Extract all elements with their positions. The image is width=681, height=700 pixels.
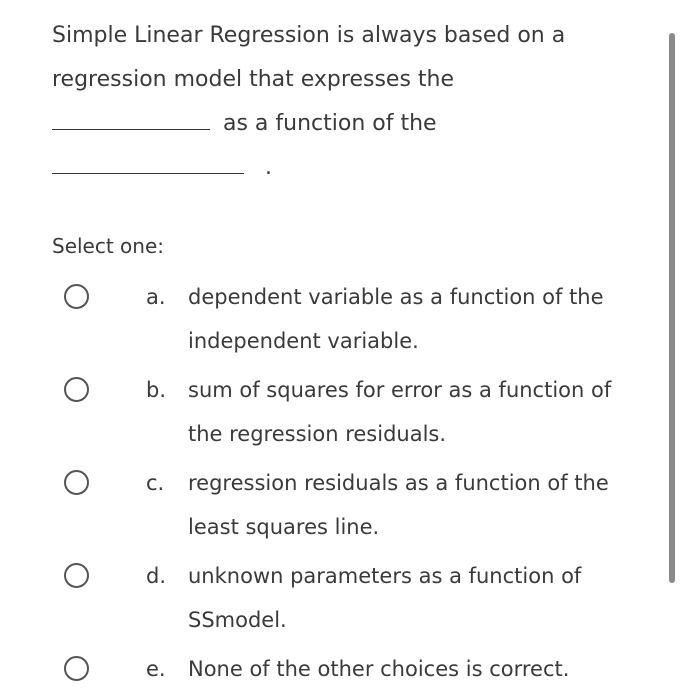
option-text[interactable]: dependent variable as a function of the independent variable. bbox=[188, 285, 604, 353]
option-a[interactable] bbox=[0, 273, 640, 366]
answer-blank-2 bbox=[52, 172, 244, 174]
option-d[interactable] bbox=[0, 552, 640, 645]
select-one-prompt: Select one: bbox=[52, 234, 165, 258]
option-text[interactable]: regression residuals as a function of the least squares line. bbox=[188, 471, 609, 539]
option-c[interactable] bbox=[0, 459, 640, 552]
question-line-3 bbox=[52, 102, 637, 146]
radio-button-icon[interactable] bbox=[64, 284, 89, 309]
question-period: . bbox=[265, 155, 272, 180]
question-line-1: Simple Linear Regression is always based on a bbox=[52, 23, 566, 48]
question-line-2: regression model that expresses the bbox=[52, 67, 455, 92]
question-line-4 bbox=[52, 146, 637, 190]
question-line-3-text: as a function of the bbox=[223, 111, 437, 136]
option-text[interactable]: None of the other choices is correct. bbox=[188, 657, 570, 681]
option-text[interactable]: sum of squares for error as a function of the regression residuals. bbox=[188, 378, 612, 446]
answer-blank-1 bbox=[52, 128, 210, 130]
option-letter: c. bbox=[146, 471, 165, 495]
option-letter: b. bbox=[146, 378, 167, 402]
option-b[interactable] bbox=[0, 366, 640, 459]
option-letter: a. bbox=[146, 285, 166, 309]
radio-button-icon[interactable] bbox=[64, 656, 89, 681]
radio-button-icon[interactable] bbox=[64, 563, 89, 588]
scrollbar[interactable] bbox=[669, 33, 675, 583]
option-letter: e. bbox=[146, 657, 166, 681]
answer-options bbox=[0, 273, 640, 700]
option-text[interactable]: unknown parameters as a function of SSmodel. bbox=[188, 564, 582, 632]
radio-button-icon[interactable] bbox=[64, 470, 89, 495]
question-text bbox=[52, 14, 637, 190]
option-e[interactable] bbox=[0, 645, 640, 700]
radio-button-icon[interactable] bbox=[64, 377, 89, 402]
option-letter: d. bbox=[146, 564, 167, 588]
